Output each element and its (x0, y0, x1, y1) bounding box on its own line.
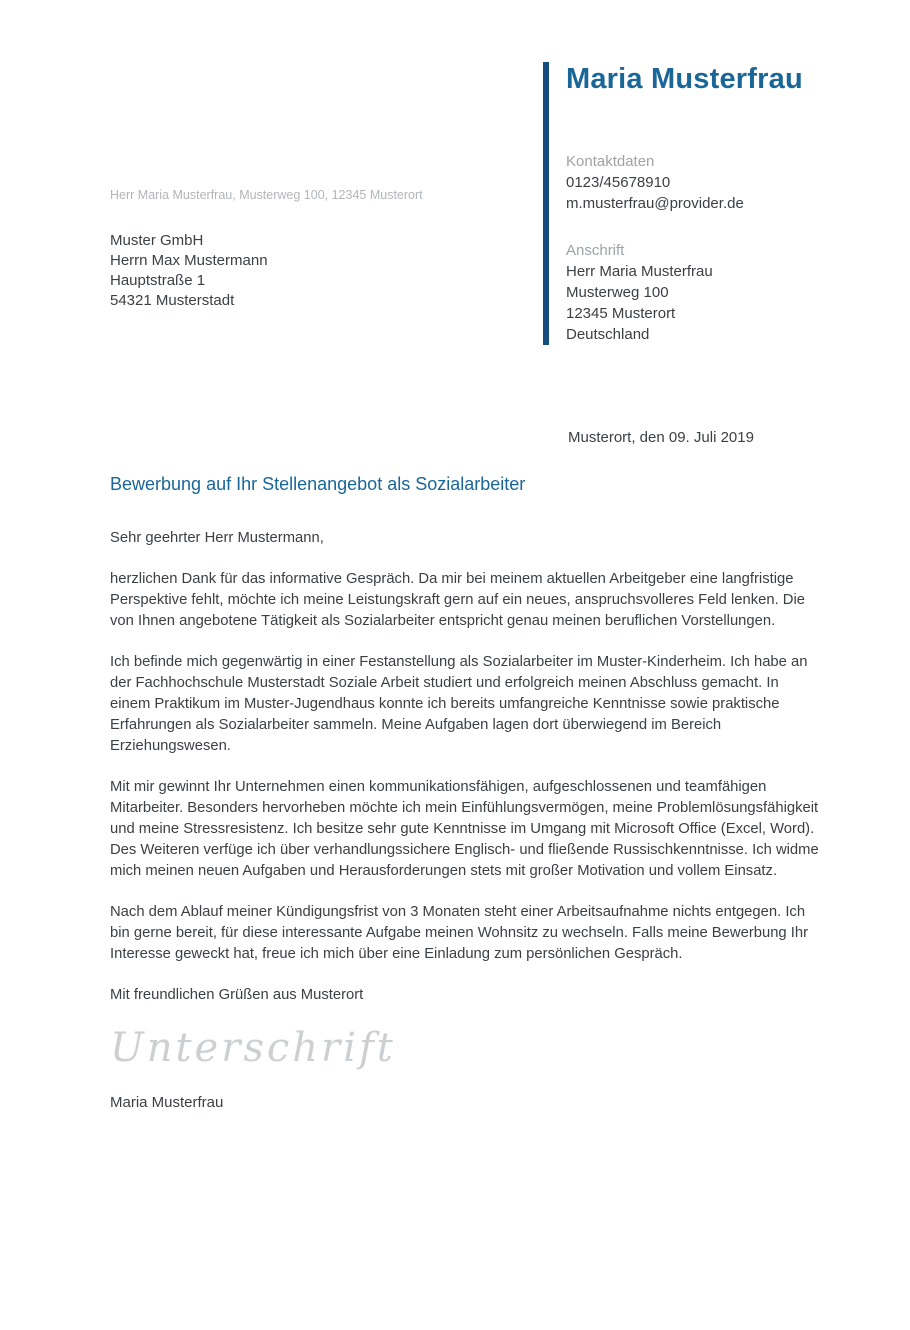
address-line: Musterweg 100 (566, 284, 669, 302)
address-label: Anschrift (566, 242, 625, 260)
applicant-name: Maria Musterfrau (566, 63, 803, 95)
address-group (566, 241, 878, 345)
phone-number: 0123/45678910 (566, 174, 671, 192)
email-address: m.musterfrau@provider.de (566, 195, 744, 213)
contact-group (566, 152, 878, 214)
recipient-line: Muster GmbH (110, 232, 204, 249)
letter-body (110, 528, 822, 1113)
paragraph: Mit mir gewinnt Ihr Unternehmen einen kommunikationsfähigen, aufgeschlossenen und teamfähigen Mitarbeiter. Besonders hervorheben möchte ich mein Einfühlungsvermögen, meine Problemlösungsfähigkeit und meine Stressresistenz. Ich besitze sehr gute Kenntnisse im Umgang mit Microsoft Office (Excel, Word). Des Weiteren verfüge ich über verhandlungssichere Englisch- und fließende Russischkenntnisse. Ich widme mich meinen neuen Aufgaben und Herausforderungen stets mit großer Motivation und vollem Einsatz. (110, 779, 819, 879)
handwritten-signature: Unterschrift (110, 1025, 396, 1071)
address-line: 12345 Musterort (566, 305, 676, 323)
recipient-line: Herrn Max Mustermann (110, 252, 268, 269)
recipient-line: Hauptstraße 1 (110, 272, 206, 289)
contact-label: Kontaktdaten (566, 153, 655, 171)
address-line: Herr Maria Musterfrau (566, 263, 713, 281)
salutation: Sehr geehrter Herr Mustermann, (110, 530, 324, 546)
subject-line: Bewerbung auf Ihr Stellenangebot als Sozialarbeiter (110, 474, 526, 494)
letterhead-block (543, 62, 878, 345)
recipient-address (110, 231, 268, 311)
recipient-line: 54321 Musterstadt (110, 292, 235, 309)
closing-line: Mit freundlichen Grüßen aus Musterort (110, 987, 364, 1003)
paragraph: Nach dem Ablauf meiner Kündigungsfrist von 3 Monaten steht einer Arbeitsaufnahme nichts entgegen. Ich bin gerne bereit, für diese interessante Aufgabe meinen Wohnsitz zu wechseln. Falls meine Bewerbung Ihr Interesse geweckt hat, freue ich mich über eine Einladung zum persönlichen Gespräch. (110, 904, 809, 962)
address-line: Deutschland (566, 326, 650, 344)
paragraph: herzlichen Dank für das informative Gespräch. Da mir bei meinem aktuellen Arbeitgeber eine langfristige Perspektive fehlt, möchte ich meine Leistungskraft gern auf ein neues, anspruchsvolleres Feld lenken. Die von Ihnen angebotene Tätigkeit als Sozialarbeiter entspricht genau meinen beruflichen Vorstellungen. (110, 571, 806, 629)
signer-name: Maria Musterfrau (110, 1094, 224, 1111)
paragraph: Ich befinde mich gegenwärtig in einer Festanstellung als Sozialarbeiter im Muster-Kinderheim. Ich habe an der Fachhochschule Musterstadt Soziale Arbeit studiert und erfolgreich meinen Abschluss gemacht. In einem Praktikum im Muster-Jugendhaus konnte ich bereits umfangreiche Kenntnisse sowie praktische Erfahrungen als Sozialarbeiter sammeln. Meine Aufgaben lagen dort überwiegend im Bereich Erziehungswesen. (110, 654, 808, 754)
sender-line: Herr Maria Musterfrau, Musterweg 100, 12345 Musterort (110, 188, 423, 202)
date-line: Musterort, den 09. Juli 2019 (568, 429, 754, 446)
